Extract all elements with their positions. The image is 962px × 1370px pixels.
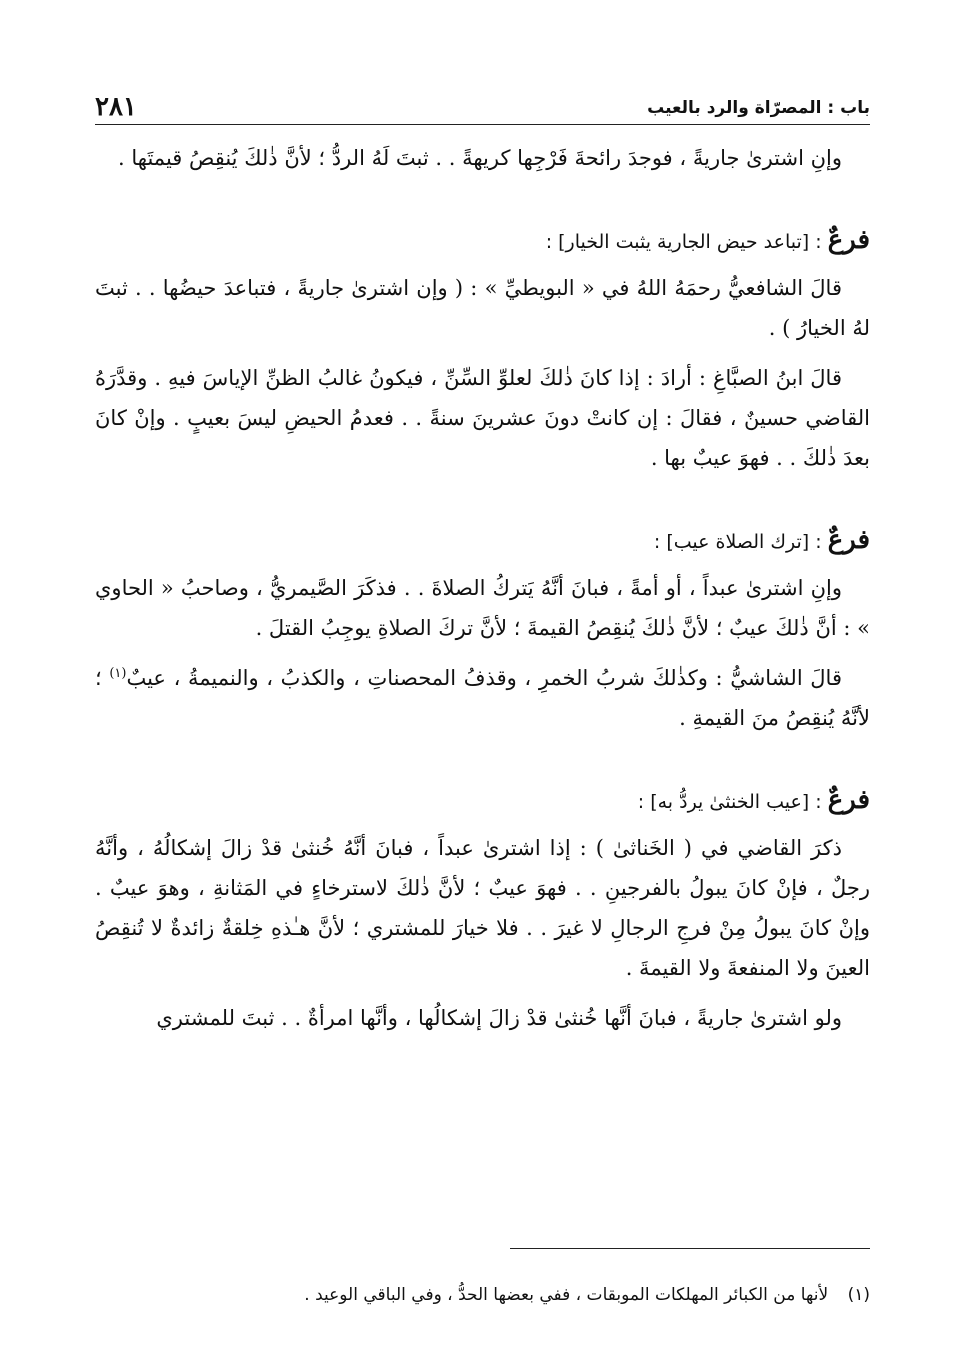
branch-title-text: : [عيب الخنثىٰ يردُّ به] :	[637, 791, 822, 813]
paragraph: وإنِ اشترىٰ عبداً ، أو أمةً ، فبانَ أنَّهُ يَتركُ الصلاةَ . . فذكَرَ الصَّيمريُّ ، وصاحبُ « الحاوي » : أنَّ ذٰلكَ عيبٌ ؛ لأنَّ ذٰلكَ يُنقِصُ القيمةَ ؛ لأنَّ تركَ الصلاةِ يوجِبُ القتلَ .	[95, 576, 870, 640]
paragraph-text-continued: ؛ لأنَّهُ يُنقِصُ منَ القيمةِ .	[95, 666, 870, 730]
running-title: باب : المصرّاة والرد بالعيب	[647, 98, 870, 118]
paragraph: ولو اشترىٰ جاريةً ، فبانَ أنَّها خُنثىٰ قدْ زالَ إشكالُها ، وأنَّها امرأةٌ . . ثبتَ للمشتري	[156, 1006, 842, 1030]
section-2	[95, 520, 870, 738]
footnote	[95, 1282, 870, 1308]
section-1	[95, 220, 870, 478]
section-heading	[95, 520, 870, 562]
footnote-divider	[510, 1248, 870, 1249]
paragraph: ذكرَ القاضي في ( الخَناثىٰ ) : إذا اشترىٰ عبداً ، فبانَ أنَّهُ خُنثىٰ قدْ زالَ إشكالُهُ ، وأنَّهُ رجلٌ ، فإنْ كانَ يبولُ بالفرجينِ . . فهوَ عيبٌ ؛ لأنَّ ذٰلكَ لاسترخاءٍ في المَثانةِ ، وهوَ عيبٌ . وإنْ كانَ يبولُ مِنْ فرجِ الرجالِ لا غيرَ . . فلا خيارَ للمشتري ؛ لأنَّ هـٰذهِ خِلقةٌ زائدةٌ لا تُنقِصُ العينَ ولا المنفعةَ ولا القيمةَ .	[95, 836, 870, 980]
paragraph-with-footnote	[95, 658, 870, 738]
page-number: ٢٨١	[95, 92, 137, 122]
branch-title-text: : [ترك الصلاة عيب] :	[653, 531, 822, 553]
page-header	[95, 88, 870, 125]
page-body	[95, 138, 870, 1048]
footnote-text: لأنها من الكبائر المهلكات الموبقات ، ففي بعضها الحدُّ ، وفي الباقي الوعيد .	[304, 1285, 829, 1305]
footnote-reference[interactable]: (١)	[109, 666, 127, 681]
book-page	[95, 0, 870, 1370]
paragraph: قالَ الشافعيُّ رحمَهُ اللهُ في « البويطيِّ » : ( وإن اشترىٰ جاريةً ، فتباعدَ حيضُها . . ثبتَ لهُ الخيارُ ) .	[95, 276, 870, 340]
paragraph: قالَ ابنُ الصبَّاغِ : أرادَ : إذا كانَ ذٰلكَ لعلوِّ السِّنِّ ، فيكونُ غالبُ الظنِّ الإياسَ فيهِ . وقدَّرَهُ القاضي حسينٌ ، فقالَ : إن كانتْ دونَ عشرينَ سنةً . . فعدمُ الحيضِ ليسَ بعيبٍ . وإنْ كانَ بعدَ ذٰلكَ . . فهوَ عيبٌ بها .	[95, 366, 870, 470]
section-heading	[95, 780, 870, 822]
branch-label: فرعٌ	[827, 785, 870, 815]
section-3	[95, 780, 870, 1038]
footnote-number: (١)	[847, 1285, 870, 1305]
branch-label: فرعٌ	[827, 525, 870, 555]
intro-paragraph: وإنِ اشترىٰ جاريةً ، فوجدَ رائحةَ فَرْجِها كريهةً . . ثبتَ لَهُ الردُّ ؛ لأنَّ ذٰلكَ يُنقِصُ قيمتَها .	[118, 146, 842, 170]
section-heading	[95, 220, 870, 262]
branch-label: فرعٌ	[827, 225, 870, 255]
paragraph-text: قالَ الشاشيُّ : وكذٰلكَ شربُ الخمرِ ، وقذفُ المحصناتِ ، والكذبُ ، والنميمةُ ، عيبٌ	[126, 666, 842, 690]
branch-title-text: : [تباعد حيض الجارية يثبت الخيار] :	[545, 231, 822, 253]
